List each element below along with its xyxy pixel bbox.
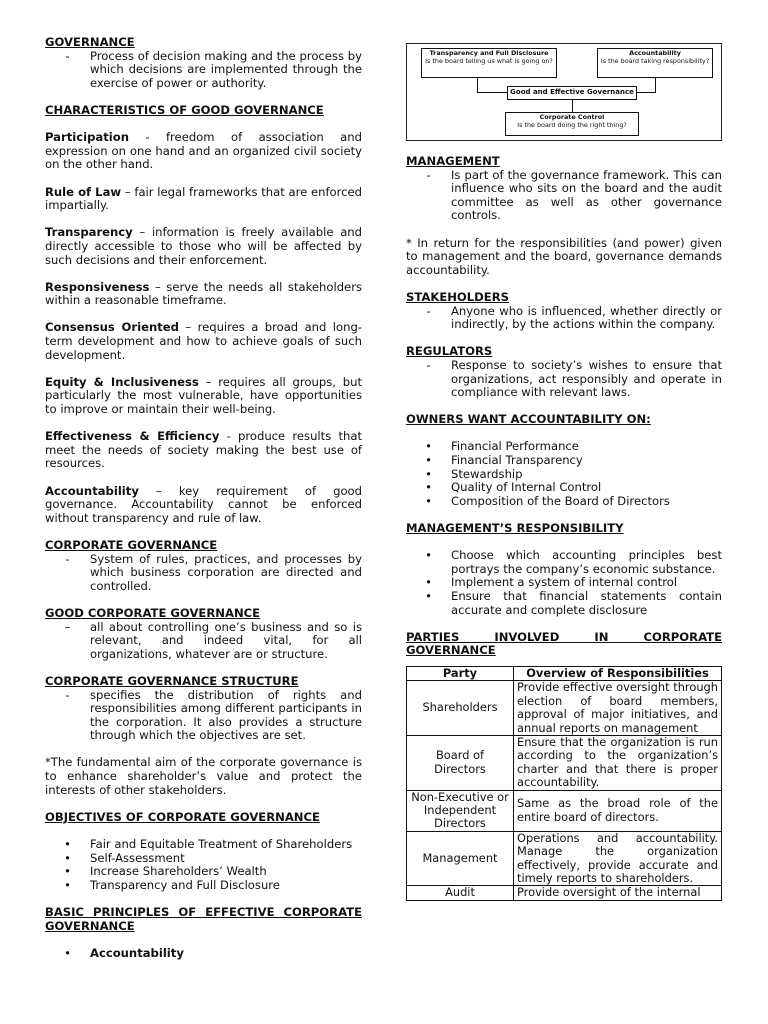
term-name: Transparency — [45, 225, 133, 240]
list-text: Transparency and Full Disclosure — [90, 877, 280, 892]
list-text: Accountability — [90, 945, 184, 960]
table-row — [407, 831, 722, 886]
term-name: Responsiveness — [45, 279, 150, 294]
heading-regulators: REGULATORS — [406, 344, 493, 359]
list-text: Composition of the Board of Directors — [451, 493, 670, 508]
term-sep: – — [149, 279, 167, 294]
list-text: Ensure that financial statements contain accurate and complete disclosure — [451, 589, 722, 617]
heading-good-corporate-governance: GOOD CORPORATE GOVERNANCE — [45, 605, 261, 620]
term-equity — [45, 376, 362, 417]
bullet-icon: • — [425, 480, 432, 495]
list-text: Choose which accounting principles best portrays the company’s economic substance. — [451, 548, 722, 576]
diagram-transparency-box — [421, 48, 557, 78]
term-name: Rule of Law — [45, 184, 122, 199]
heading-management: MANAGEMENT — [406, 154, 500, 168]
term-name: Equity & Inclusiveness — [45, 374, 199, 389]
heading-basic-principles: BASIC PRINCIPLES OF EFFECTIVE CORPORATE GOVERNANCE — [45, 905, 362, 933]
responsibility-cell: Same as the broad role of the entire board of directors. — [514, 790, 722, 831]
dash-item — [406, 305, 722, 332]
diagram-box-title: Transparency and Full Disclosure — [429, 49, 549, 57]
list-item — [45, 865, 362, 879]
term-sep: – — [198, 374, 219, 389]
section-objectives — [45, 811, 362, 893]
bullet-icon: • — [64, 945, 71, 960]
parties-table — [406, 666, 722, 901]
term-def: information is freely available and directly accessible to those who will be affected by such decisions and their enforcement. — [45, 225, 363, 267]
list-item — [45, 947, 362, 961]
list-item — [406, 440, 722, 454]
bullet-icon: • — [425, 575, 432, 590]
heading-governance: GOVERNANCE — [45, 35, 135, 49]
heading-objectives: OBJECTIVES OF CORPORATE GOVERNANCE — [45, 809, 320, 824]
list-text: Implement a system of internal control — [451, 575, 678, 590]
term-effectiveness — [45, 430, 362, 471]
owners-list — [406, 440, 722, 508]
dash-marker: - — [426, 357, 431, 372]
responsibility-cell: Ensure that the organization is run according to the organization’s charter and that there is proper accountability. — [514, 736, 722, 791]
bullet-icon: • — [425, 439, 432, 454]
term-consensus — [45, 321, 362, 362]
term-sep: – — [138, 483, 179, 498]
term-def: freedom of association and expression on one hand and an organized civil society on the other hand. — [45, 130, 362, 172]
term-def: produce results that meet the needs of society making the best use of resources. — [45, 429, 362, 471]
arrow-line — [477, 78, 478, 93]
term-def: serve the needs all stakeholders within a reasonable timeframe. — [45, 279, 362, 308]
aim-note: *The fundamental aim of the corporate governance is to enhance shareholder’s value and protect the interests of other stakeholders. — [45, 755, 362, 797]
term-def: requires all groups, but particularly the most vulnerable, have opportunities to improve or maintain their well-being. — [45, 374, 362, 417]
bullet-icon: • — [425, 453, 432, 468]
left-column — [45, 36, 362, 974]
bullet-icon: • — [64, 850, 71, 865]
list-text: Quality of Internal Control — [451, 480, 602, 495]
section-owners — [406, 413, 722, 508]
principles-list — [45, 947, 362, 961]
list-text: Self-Assessment — [90, 850, 185, 865]
bullet-icon: • — [425, 493, 432, 508]
heading-owners: OWNERS WANT ACCOUNTABILITY ON: — [406, 412, 651, 427]
term-participation — [45, 131, 362, 172]
term-sep: – — [132, 225, 152, 240]
list-text: Fair and Equitable Treatment of Shareholders — [90, 837, 353, 852]
dash-marker: - — [65, 48, 70, 63]
term-sep: - — [128, 130, 166, 145]
column-header-overview: Overview of Responsibilities — [514, 666, 722, 680]
responsibility-cell: Provide oversight of the internal — [514, 886, 722, 900]
diagram-center-box: Good and Effective Governance — [507, 86, 637, 100]
list-item — [406, 590, 722, 617]
section-regulators — [406, 345, 722, 399]
heading-corporate-governance: CORPORATE GOVERNANCE — [45, 537, 218, 552]
list-item — [406, 481, 722, 495]
dash-item — [45, 689, 362, 743]
table-row — [407, 790, 722, 831]
list-item — [406, 495, 722, 509]
diagram-accountability-box — [597, 48, 713, 78]
section-characteristics — [45, 104, 362, 525]
diagram-box-question: Is the board taking responsibility? — [600, 57, 710, 65]
term-sep: – — [178, 320, 198, 335]
dash-text: specifies the distribution of rights and responsibilities among different participants in the corporation. It also provides a structure through which the objectives are set. — [90, 687, 362, 743]
dash-marker: - — [65, 551, 70, 566]
section-corporate-governance — [45, 539, 362, 593]
dash-marker: – — [64, 619, 71, 634]
section-structure — [45, 675, 362, 743]
list-item — [406, 549, 722, 576]
heading-stakeholders: STAKEHOLDERS — [406, 289, 510, 304]
arrow-line — [637, 92, 656, 93]
objectives-list — [45, 838, 362, 892]
table-row — [407, 736, 722, 791]
term-name: Consensus Oriented — [45, 320, 179, 335]
term-name: Accountability — [45, 483, 139, 498]
list-item — [45, 879, 362, 893]
term-rule-of-law — [45, 186, 362, 213]
term-accountability — [45, 485, 362, 526]
dash-item — [45, 553, 362, 594]
bullet-icon: • — [64, 877, 71, 892]
term-sep: – — [121, 184, 135, 199]
bullet-icon: • — [64, 837, 71, 852]
dash-item — [45, 50, 362, 91]
management-responsibility-list — [406, 549, 722, 617]
list-item — [406, 576, 722, 590]
list-text: Financial Performance — [451, 439, 579, 454]
governance-definition: Process of decision making and the process by which decisions are implemented through the exercise of power or authority. — [90, 48, 362, 90]
term-def: requires a broad and long-term development and how to achieve goals of such development. — [45, 320, 362, 362]
term-def: fair legal frameworks that are enforced impartially. — [45, 184, 362, 213]
list-text: Increase Shareholders’ Wealth — [90, 864, 267, 879]
heading-management-responsibility: MANAGEMENT’S RESPONSIBILITY — [406, 521, 624, 536]
term-name: Effectiveness & Efficiency — [45, 429, 220, 444]
section-governance — [45, 36, 362, 90]
right-column — [406, 40, 722, 901]
list-item — [406, 468, 722, 482]
governance-diagram — [406, 43, 722, 141]
dash-text: Anyone who is influenced, whether directly or indirectly, by the actions within the company. — [451, 303, 722, 332]
arrow-line — [655, 78, 656, 93]
term-sep: - — [219, 429, 238, 444]
list-text: Stewardship — [451, 466, 523, 481]
diagram-box-question: Is the board doing the right thing? — [517, 121, 627, 129]
term-responsiveness — [45, 281, 362, 308]
party-cell: Non-Executive or Independent Directors — [407, 790, 514, 831]
heading-parties: PARTIES INVOLVED IN CORPORATE GOVERNANCE — [406, 629, 722, 658]
list-text: Financial Transparency — [451, 453, 583, 468]
list-item — [406, 454, 722, 468]
section-management — [406, 155, 722, 223]
dash-text: Is part of the governance framework. This can influence who sits on the board and the audit committee as well as other governance controls. — [451, 167, 722, 223]
term-transparency — [45, 226, 362, 267]
arrow-line — [477, 92, 507, 93]
column-header-party: Party — [407, 666, 514, 680]
diagram-box-title: Corporate Control — [539, 113, 605, 121]
bullet-icon: • — [425, 466, 432, 481]
bullet-icon: • — [425, 548, 432, 563]
return-note: * In return for the responsibilities (and power) given to management and the board, governance demands accountability. — [406, 235, 722, 277]
responsibility-cell: Provide effective oversight through election of board members, approval of major initiatives, and annual reports on management — [514, 681, 722, 736]
dash-marker: - — [426, 167, 431, 182]
party-cell: Audit — [407, 886, 514, 900]
party-cell: Shareholders — [407, 681, 514, 736]
list-item — [45, 852, 362, 866]
dash-text: System of rules, practices, and processes by which business corporation are directed and controlled. — [90, 551, 362, 593]
arrow-line — [572, 100, 573, 112]
dash-marker: - — [426, 303, 431, 318]
dash-item — [406, 359, 722, 400]
table-row — [407, 681, 722, 736]
dash-text: Response to society’s wishes to ensure that organizations, act responsibly and operate in compliance with relevant laws. — [451, 357, 722, 400]
diagram-box-question: Is the board telling us what is going on? — [425, 57, 553, 65]
section-basic-principles — [45, 906, 362, 960]
term-name: Participation — [45, 130, 129, 145]
heading-structure: CORPORATE GOVERNANCE STRUCTURE — [45, 673, 299, 688]
responsibility-cell: Operations and accountability. Manage the organization effectively, provide accurate and timely reports to shareholders. — [514, 831, 722, 886]
heading-characteristics: CHARACTERISTICS OF GOOD GOVERNANCE — [45, 102, 324, 117]
table-row — [407, 886, 722, 900]
bullet-icon: • — [64, 864, 71, 879]
section-management-responsibility — [406, 522, 722, 617]
section-stakeholders — [406, 291, 722, 332]
dash-item — [45, 621, 362, 662]
dash-item — [406, 169, 722, 223]
party-cell: Board of Directors — [407, 736, 514, 791]
diagram-box-title: Accountability — [629, 49, 681, 57]
dash-text: all about controlling one’s business and so is relevant, and indeed vital, for all organizations, whatever are or structure. — [90, 619, 362, 661]
party-cell: Management — [407, 831, 514, 886]
section-parties — [406, 631, 722, 901]
term-def: key requirement of good governance. Accountability cannot be enforced without transparency and rule of law. — [45, 483, 363, 525]
bullet-icon: • — [425, 589, 432, 603]
list-item — [45, 838, 362, 852]
table-header-row — [407, 666, 722, 680]
section-good-corporate-governance — [45, 607, 362, 661]
dash-marker: - — [65, 687, 70, 702]
diagram-control-box — [505, 112, 639, 136]
